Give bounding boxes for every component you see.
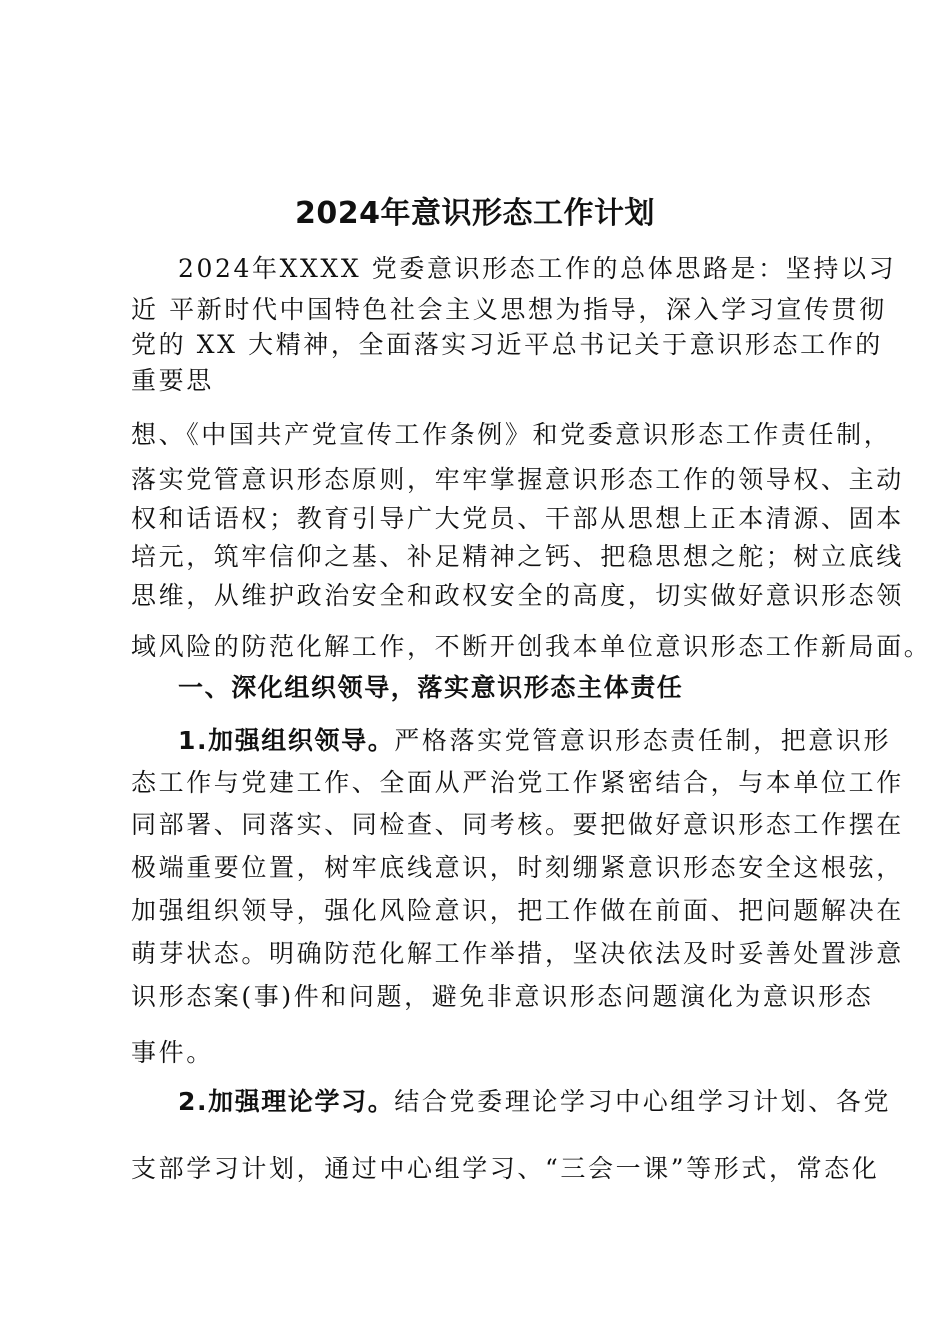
paragraph-line: 思维，从维护政治安全和政权安全的高度，切实做好意识形态领 <box>131 581 904 610</box>
item-2-first-line <box>178 1085 891 1119</box>
item-1-first-line <box>178 724 891 758</box>
paragraph-line: 域风险的防范化解工作，不断开创我本单位意识形态工作新局面。 <box>131 632 932 661</box>
paragraph-line: 支部学习计划，通过中心组学习、“三会一课”等形式，常态化 <box>131 1154 880 1183</box>
paragraph-line: 加强组织领导，强化风险意识，把工作做在前面、把问题解决在 <box>131 896 904 925</box>
item-1-text: 严格落实党管意识形态责任制，把意识形 <box>394 726 892 755</box>
paragraph-line: 萌芽状态。明确防范化解工作举措，坚决依法及时妥善处置涉意 <box>131 939 904 968</box>
paragraph-line: 识形态案(事)件和问题，避免非意识形态问题演化为意识形态 <box>131 982 874 1011</box>
paragraph-line: 权和话语权；教育引导广大党员、干部从思想上正本清源、固本 <box>131 504 904 533</box>
paragraph-line: 极端重要位置，树牢底线意识，时刻绷紧意识形态安全这根弦， <box>131 853 904 882</box>
paragraph-line: 党的 XX 大精神，全面落实习近平总书记关于意识形态工作的 <box>131 330 883 359</box>
paragraph-line: 事件。 <box>131 1038 214 1067</box>
paragraph-line: 落实党管意识形态原则，牢牢掌握意识形态工作的领导权、主动 <box>131 465 904 494</box>
item-2-lead: 2.加强理论学习。 <box>178 1087 395 1116</box>
paragraph-line: 近 平新时代中国特色社会主义思想为指导，深入学习宣传贯彻 <box>131 295 887 324</box>
paragraph-line: 态工作与党建工作、全面从严治党工作紧密结合，与本单位工作 <box>131 768 904 797</box>
paragraph-line: 同部署、同落实、同检查、同考核。要把做好意识形态工作摆在 <box>131 810 904 839</box>
paragraph-line: 2024年XXXX 党委意识形态工作的总体思路是：坚持以习 <box>178 254 897 283</box>
paragraph-line: 重要思 <box>131 366 214 395</box>
paragraph-line: 培元，筑牢信仰之基、补足精神之钙、把稳思想之舵；树立底线 <box>131 542 904 571</box>
item-2-text: 结合党委理论学习中心组学习计划、各党 <box>394 1087 892 1116</box>
paragraph-line: 想、《中国共产党宣传工作条例》和党委意识形态工作责任制， <box>131 420 892 449</box>
section-heading: 一、深化组织领导，落实意识形态主体责任 <box>178 673 684 702</box>
document-title: 2024年意识形态工作计划 <box>295 196 655 231</box>
item-1-lead: 1.加强组织领导。 <box>178 726 395 755</box>
